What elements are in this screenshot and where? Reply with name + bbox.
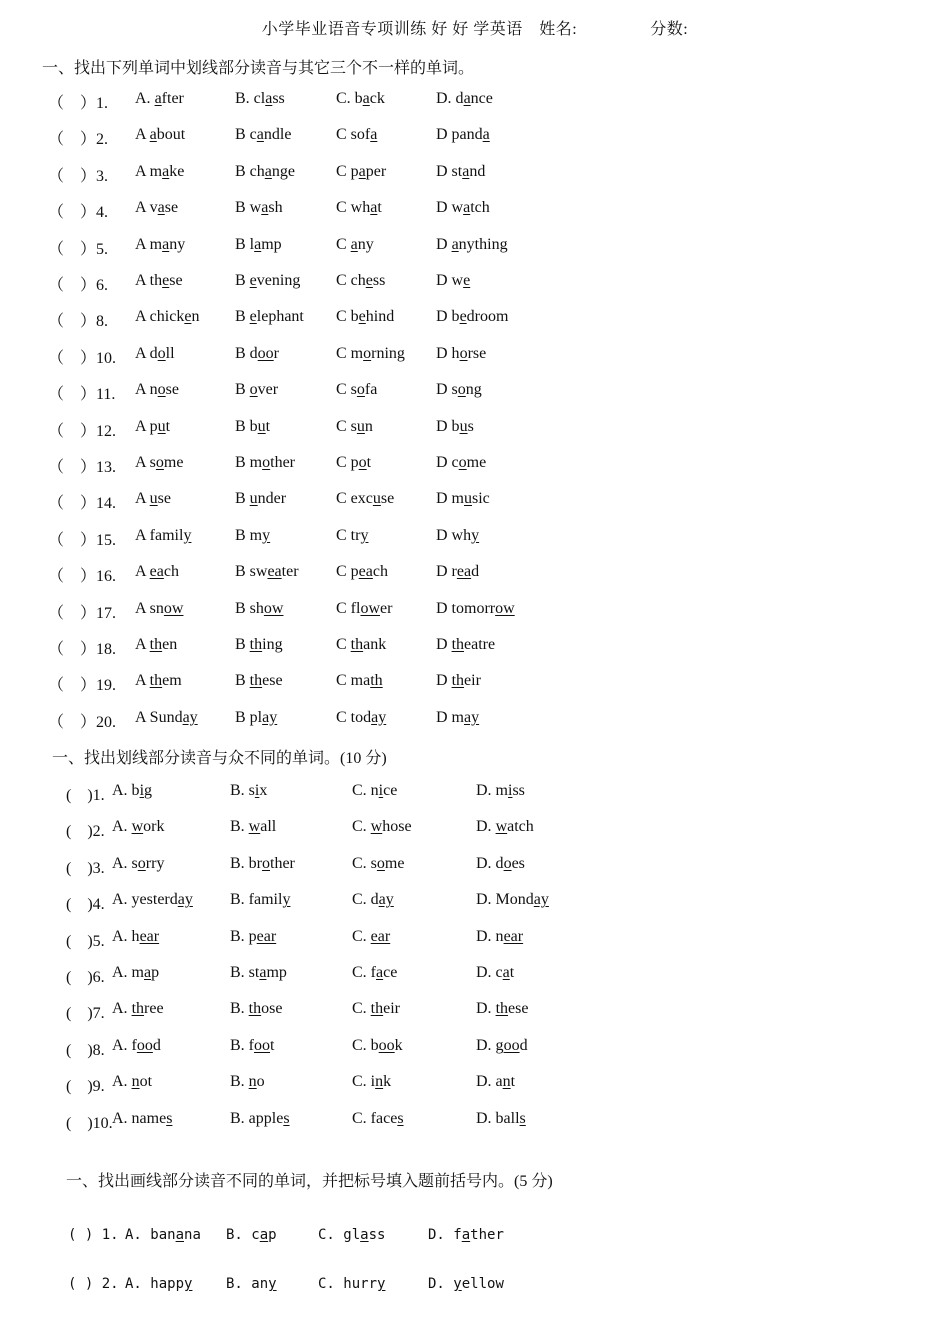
option-a: A use [135,490,171,508]
option-b: B show [235,599,284,617]
option-a: A. yesterday [112,891,193,909]
option-c: C. some [352,854,405,872]
question-number: ( )2. [66,823,105,841]
option-a: A many [135,235,186,253]
option-d: D song [436,381,482,399]
question-number: （ ）12. [48,422,117,440]
option-c: C pot [336,454,372,471]
question-number: （ ）4. [48,204,109,222]
option-b: B. family [230,891,291,909]
question-number: （ ）8. [48,313,109,331]
option-d: D. does [476,854,525,872]
option-a: A them [135,672,182,690]
option-d: D why [436,526,480,544]
option-b: B. those [230,1000,283,1018]
option-d: D stand [436,162,486,180]
question-number: ( ) 1. [68,1227,119,1243]
option-d: D horse [436,344,487,362]
question-number: （ ）5. [48,240,109,258]
option-d: D watch [436,199,490,217]
option-c: C. back [336,90,385,107]
question-number: ( )3. [66,859,105,877]
option-d: D bedroom [436,308,509,326]
option-a: A. food [112,1036,161,1054]
option-a: A. happy [125,1276,193,1292]
option-c: C sun [336,417,373,435]
option-b: B under [235,490,287,508]
option-d: D. balls [476,1109,526,1127]
option-a: A family [135,526,192,544]
option-d: D come [436,454,487,471]
option-c: C today [336,708,387,726]
option-a: A. names [112,1109,173,1127]
question-number: ( ) 2. [68,1276,119,1292]
option-b: B evening [235,272,301,289]
option-b: B my [235,526,271,544]
option-b: B. any [226,1276,277,1292]
option-b: B. six [230,782,268,799]
question-number: （ ）18. [48,641,117,658]
option-a: A. big [112,782,153,799]
option-b: B lamp [235,235,282,253]
option-b: B over [235,381,279,399]
option-b: B. foot [230,1036,275,1054]
option-d: D. these [476,1000,529,1018]
option-d: D tomorrow [436,599,515,617]
option-c: C sofa [336,381,378,399]
question-number: ( )9. [66,1078,105,1096]
option-d: D anything [436,235,508,253]
question-number: （ ）6. [48,277,109,294]
question-number: （ ）2. [48,131,109,149]
score-label: 分数: [650,21,689,38]
question-number: ( )10. [66,1114,113,1132]
option-b: B. class [235,90,285,107]
option-a: A then [135,636,178,653]
option-c: C. ear [352,927,391,945]
question-number: ( )7. [66,1005,105,1023]
option-d: D read [436,563,480,581]
option-b: B. wall [230,818,277,836]
option-b: B. cap [226,1227,277,1243]
option-d: D theatre [436,636,496,653]
option-d: D. father [428,1227,504,1243]
question-number: （ ）1. [48,95,109,112]
option-b: B. pear [230,927,277,945]
option-b: B sweater [235,563,299,581]
worksheet-title: 小学毕业语音专项训练 好 好 学英语 [261,21,523,38]
option-a: A some [135,454,184,471]
option-c: C behind [336,308,395,326]
page-title [0,16,950,39]
option-c: C. faces [352,1109,404,1127]
question-number: ( )6. [66,969,105,986]
option-b: B. stamp [230,964,287,981]
question-number: （ ）11. [48,386,116,404]
option-c: C. whose [352,818,412,836]
option-a: A chicken [135,308,200,326]
question-number: （ ）20. [48,713,117,731]
option-d: D. yellow [428,1276,504,1292]
option-b: B door [235,344,279,362]
option-a: A about [135,126,186,144]
section2-heading: 一、找出划线部分读音与众不同的单词。(10 分) [52,750,387,767]
question-number: （ ）13. [48,459,117,476]
name-label: 姓名: [539,21,578,38]
option-c: C. nice [352,782,398,799]
option-c: C. book [352,1036,403,1054]
option-c: C try [336,526,369,544]
option-d: D. cat [476,964,515,981]
option-c: C flower [336,599,393,617]
option-b: B change [235,162,295,180]
option-d: D. watch [476,818,534,836]
option-c: C. ink [352,1073,392,1091]
option-b: B candle [235,126,292,144]
option-d: D may [436,708,480,726]
option-b: B mother [235,454,295,471]
option-c: C math [336,672,383,690]
option-c: C morning [336,344,405,362]
option-c: C sofa [336,126,378,144]
option-d: D panda [436,126,490,144]
option-b: B play [235,708,278,726]
option-a: A each [135,563,179,581]
option-b: B thing [235,636,283,653]
option-b: B elephant [235,308,304,326]
option-b: B. no [230,1073,265,1091]
option-d: D. Monday [476,891,549,909]
option-c: C chess [336,272,386,289]
option-a: A. map [112,964,160,981]
option-a: A snow [135,599,184,617]
option-a: A vase [135,199,179,217]
question-number: （ ）10. [48,349,117,367]
question-number: （ ）19. [48,677,117,695]
option-c: C. glass [318,1227,386,1243]
option-a: A Sunday [135,708,198,726]
option-c: C paper [336,162,387,180]
option-a: A put [135,417,171,435]
option-d: D. good [476,1036,528,1054]
option-d: D. near [476,927,524,945]
option-a: A. work [112,818,165,836]
question-number: ( )5. [66,932,105,950]
option-d: D. dance [436,90,493,107]
option-a: A. sorry [112,854,165,872]
option-a: A. three [112,1000,164,1018]
question-number: ( )1. [66,787,105,804]
option-c: C. face [352,964,398,981]
option-b: B. apples [230,1109,290,1127]
question-number: （ ）15. [48,531,117,549]
option-a: A doll [135,344,175,362]
option-c: C. day [352,891,394,909]
option-c: C excuse [336,490,395,508]
option-b: B but [235,417,271,435]
option-a: A nose [135,381,179,399]
question-number: （ ）17. [48,604,117,622]
option-c: C thank [336,636,387,653]
option-a: A. not [112,1073,153,1091]
section1-heading: 一、找出下列单词中划线部分读音与其它三个不一样的单词。 [42,60,475,77]
option-a: A. banana [125,1227,201,1243]
option-d: D. miss [476,782,525,799]
option-b: B these [235,672,283,690]
option-c: C peach [336,563,388,581]
option-c: C what [336,199,382,217]
option-a: A make [135,162,185,180]
option-d: D bus [436,417,474,435]
option-b: B wash [235,199,283,217]
option-d: D we [436,272,471,289]
option-b: B. brother [230,854,295,872]
option-c: C. hurry [318,1276,386,1292]
option-d: D. ant [476,1073,516,1091]
question-number: ( )4. [66,896,105,914]
option-c: C. their [352,1000,400,1018]
option-c: C any [336,235,374,253]
question-number: （ ）14. [48,495,117,513]
question-number: （ ）3. [48,167,109,185]
option-a: A these [135,272,183,289]
question-number: ( )8. [66,1041,105,1059]
option-a: A. after [135,90,184,107]
option-d: D their [436,672,481,690]
option-a: A. hear [112,927,160,945]
section3-heading: 一、找出画线部分读音不同的单词，并把标号填入题前括号内。(5 分) [66,1173,553,1190]
question-number: （ ）16. [48,568,117,586]
option-d: D music [436,490,490,508]
